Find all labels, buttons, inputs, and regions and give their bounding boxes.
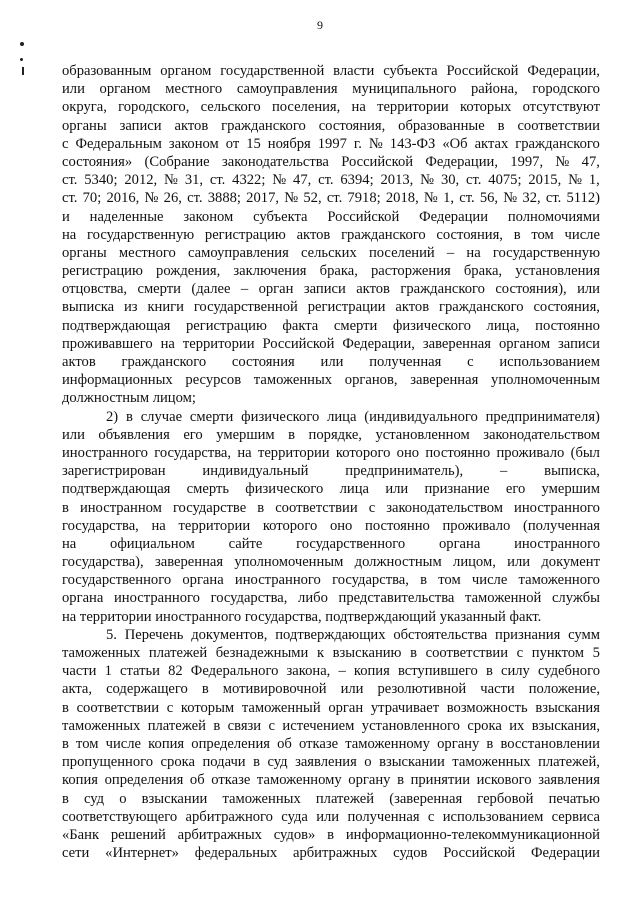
text-line: округа, городского, сельского поселения, на территории которых отсутствуют [62, 99, 600, 116]
text-line: проживавшего на территории Российской Федерации, заверенная органом записи [62, 335, 600, 352]
text-line: органы местного самоуправления сельских поселений – на государственную [62, 244, 600, 261]
text-line: должностным лицом; [62, 390, 196, 407]
text-line: в суд о взыскании таможенных платежей (заверенная гербовой печатью [62, 790, 600, 807]
text-line: государственного органа иностранного государства, в том числе таможенного [62, 572, 600, 589]
text-line: зарегистрирован индивидуальный предприниматель), – выписка, [62, 463, 600, 480]
text-line: в соответствии с которым таможенный орган утрачивает возможность взыскания [62, 699, 600, 716]
text-line: регистрацию рождения, заключения брака, расторжения брака, установления [62, 263, 600, 280]
text-line: таможенных платежей безнадежными к взысканию в соответствии с пунктом 5 [62, 645, 600, 661]
text-line: государства), заверенная уполномоченным должностным лицом, или документ [62, 554, 600, 571]
text-line: или органом местного самоуправления муниципального района, городского [62, 81, 600, 98]
text-line: таможенных платежей в связи с истечением установленного срока их взыскания, [62, 717, 600, 734]
text-line: акта, содержащего в мотивировочной или резолютивной части положение, [62, 681, 600, 698]
text-line: части 1 статьи 82 Федерального закона, – копия вступившего в силу судебного [62, 663, 600, 680]
text-line: органы записи актов гражданского состояния, образованные в соответствии [62, 117, 600, 134]
document-body [62, 62, 600, 862]
text-line: ст. 70; 2016, № 26, ст. 3888; 2017, № 52, ст. 7918; 2018, № 1, ст. 56, № 32, ст. 5112) [62, 190, 600, 207]
text-line: государства, на территории которого оно постоянно проживало (полученная [62, 517, 600, 534]
text-line: органа иностранного государства, либо представительства таможенной службы [62, 590, 600, 607]
text-line: 2) в случае смерти физического лица (индивидуального предпринимателя) [106, 408, 600, 425]
text-line: отцовства, смерти (далее – орган записи актов гражданского состояния), или [62, 281, 600, 298]
text-line: на территории иностранного государства, подтверждающий указанный факт. [62, 608, 542, 625]
text-line: подтверждающая регистрацию факта смерти физического лица, постоянно [62, 317, 600, 334]
text-line: образованным органом государственной власти субъекта Российской Федерации, [62, 63, 600, 79]
text-line: сети «Интернет» федеральных арбитражных судов Российской Федерации [62, 845, 600, 862]
page-number: 9 [317, 18, 323, 32]
text-line: 5. Перечень документов, подтверждающих обстоятельства признания сумм [106, 626, 600, 643]
text-line: подтверждающая смерть физического лица или признание его умершим [62, 481, 600, 498]
text-line: состояния» (Собрание законодательства Российской Федерации, 1997, № 47, [62, 153, 600, 170]
text-line: в том числе копия определения об отказе таможенному органу в восстановлении [62, 735, 600, 752]
text-line: с Федеральным законом от 15 ноября 1997 г. № 143-ФЗ «Об актах гражданского [62, 135, 600, 152]
text-line: информационных ресурсов таможенных органов, заверенная уполномоченным [62, 372, 600, 389]
text-line: на официальном сайте государственного органа иностранного [62, 535, 600, 552]
text-line: на государственную регистрацию актов гражданского состояния, в том числе [62, 226, 600, 243]
text-line: соответствующего арбитражного суда или полученная с использованием сервиса [62, 808, 600, 825]
binding-mark [20, 58, 23, 61]
text-line: пропущенного срока подачи в суд заявления о взыскании таможенных платежей, [62, 754, 600, 771]
binding-mark [20, 42, 24, 46]
text-line: и наделенные законом субъекта Российской Федерации полномочиями [62, 208, 600, 225]
text-line: иностранного государства, на территории которого оно постоянно проживало (был [62, 444, 600, 461]
text-line: «Банк решений арбитражных судов» в информационно-телекоммуникационной [62, 826, 600, 843]
text-line: или объявления его умершим в порядке, установленном законодательством [62, 426, 600, 443]
text-line: выписка из книги государственной регистрации актов гражданского состояния, [62, 299, 600, 316]
binding-mark [22, 67, 24, 75]
text-line: ст. 5340; 2012, № 31, ст. 4322; № 47, ст. 6394; 2013, № 30, ст. 4075; 2015, № 1, [62, 172, 600, 189]
text-line: в иностранном государстве в соответствии с законодательством иностранного [62, 499, 600, 516]
text-line: актов гражданского состояния или полученная с использованием [62, 354, 600, 370]
text-line: копия определения об отказе таможенному органу в принятии искового заявления [62, 772, 600, 789]
